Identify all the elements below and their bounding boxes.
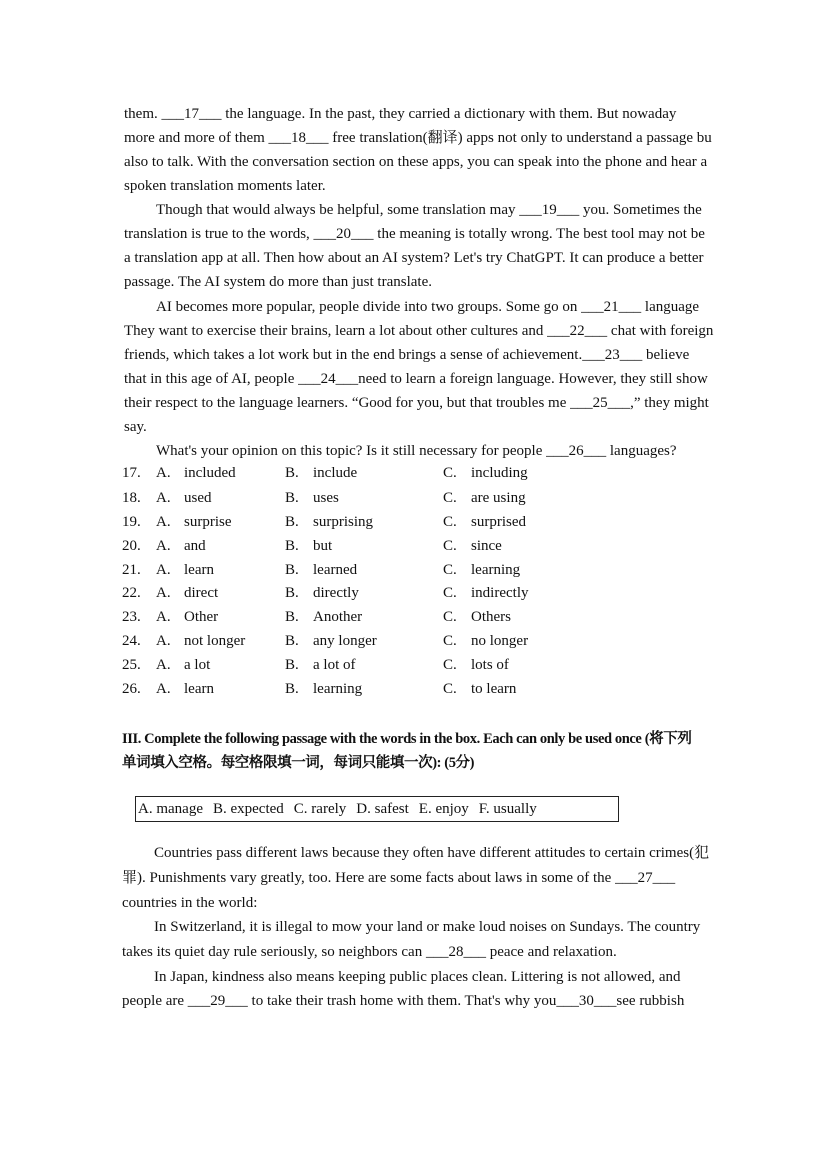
option-letter: A.: [156, 465, 171, 481]
option-b[interactable]: [285, 606, 362, 628]
option-c[interactable]: [443, 535, 502, 557]
section-3-title-line-2: 单词填入空格。每空格限填一词，每词只能填一次): (5分): [122, 755, 475, 771]
option-text: not longer: [184, 633, 246, 649]
word-bank-item: B. expected: [212, 801, 284, 817]
option-text: including: [471, 465, 528, 481]
question-row: [122, 462, 762, 484]
passage-2-line: 罪). Punishments vary greatly, too. Here are some facts about laws in some of the ___27___: [122, 870, 676, 886]
option-letter: B.: [285, 609, 299, 625]
option-c[interactable]: [443, 487, 526, 509]
option-text: learning: [471, 562, 521, 578]
passage-2-line: In Switzerland, it is illegal to mow your land or make loud noises on Sundays. The country: [154, 919, 701, 935]
option-letter: A.: [156, 514, 171, 530]
option-text: but: [313, 538, 333, 554]
option-text: used: [184, 490, 212, 506]
option-letter: C.: [443, 562, 457, 578]
option-letter: A.: [156, 490, 171, 506]
option-text: learn: [184, 681, 214, 697]
option-text: Another: [313, 609, 363, 625]
option-letter: A.: [156, 657, 171, 673]
option-a[interactable]: [156, 582, 218, 604]
option-letter: B.: [285, 633, 299, 649]
question-row: [122, 606, 762, 628]
question-number: 26.: [122, 681, 141, 697]
question-number: 21.: [122, 562, 141, 578]
option-text: lots of: [471, 657, 509, 673]
option-c[interactable]: [443, 559, 520, 581]
option-c[interactable]: [443, 582, 528, 604]
option-c[interactable]: [443, 606, 511, 628]
option-letter: B.: [285, 585, 299, 601]
option-a[interactable]: [156, 630, 245, 652]
question-number: 17.: [122, 465, 141, 481]
passage-1-line: translation is true to the words, ___20___ the meaning is totally wrong. The best tool may not be: [124, 226, 705, 242]
option-text: any longer: [313, 633, 377, 649]
question-row: [122, 630, 762, 652]
option-text: indirectly: [471, 585, 529, 601]
passage-1-line: their respect to the language learners. “Good for you, but that troubles me ___25___,” they might: [124, 395, 709, 411]
option-letter: B.: [285, 657, 299, 673]
option-text: learn: [184, 562, 214, 578]
option-a[interactable]: [156, 511, 232, 533]
word-bank-item: F. usually: [478, 801, 537, 817]
option-letter: C.: [443, 633, 457, 649]
option-letter: C.: [443, 681, 457, 697]
option-letter: C.: [443, 514, 457, 530]
option-a[interactable]: [156, 654, 210, 676]
option-b[interactable]: [285, 487, 339, 509]
section-3-title-line-1: III. Complete the following passage with the words in the box. Each can only be used once (将下列: [122, 731, 692, 747]
word-bank-item: D. safest: [356, 801, 409, 817]
word-bank-item: A. manage: [138, 801, 203, 817]
option-letter: A.: [156, 538, 171, 554]
passage-1-line: that in this age of AI, people ___24___need to learn a foreign language. However, they still show: [124, 371, 708, 387]
word-bank-box: [135, 796, 619, 822]
option-text: no longer: [471, 633, 529, 649]
passage-2-line: In Japan, kindness also means keeping public places clean. Littering is not allowed, and: [154, 969, 681, 985]
option-letter: A.: [156, 562, 171, 578]
option-text: a lot: [184, 657, 211, 673]
question-row: [122, 582, 762, 604]
question-number: 25.: [122, 657, 141, 673]
option-letter: C.: [443, 538, 457, 554]
option-text: Others: [471, 609, 511, 625]
option-letter: B.: [285, 465, 299, 481]
question-number: 18.: [122, 490, 141, 506]
option-b[interactable]: [285, 630, 377, 652]
option-text: learning: [313, 681, 363, 697]
option-text: include: [313, 465, 358, 481]
option-text: a lot of: [313, 657, 356, 673]
option-text: and: [184, 538, 206, 554]
question-row: [122, 559, 762, 581]
passage-1-line: They want to exercise their brains, learn a lot about other cultures and ___22___ chat with foreign: [124, 323, 714, 339]
question-row: [122, 535, 762, 557]
question-row: [122, 487, 762, 509]
question-number: 19.: [122, 514, 141, 530]
passage-2-line: Countries pass different laws because they often have different attitudes to certain crimes(犯: [154, 845, 710, 861]
option-text: surprising: [313, 514, 373, 530]
passage-1-line: spoken translation moments later.: [124, 178, 326, 194]
option-letter: B.: [285, 514, 299, 530]
option-text: since: [471, 538, 502, 554]
section-3-heading: [122, 727, 762, 775]
option-b[interactable]: [285, 511, 373, 533]
passage-2-line: countries in the world:: [122, 895, 258, 911]
word-bank-item: E. enjoy: [418, 801, 469, 817]
option-text: included: [184, 465, 236, 481]
option-a[interactable]: [156, 678, 214, 700]
option-letter: A.: [156, 681, 171, 697]
option-c[interactable]: [443, 678, 516, 700]
option-text: uses: [313, 490, 339, 506]
option-b[interactable]: [285, 678, 362, 700]
option-letter: C.: [443, 585, 457, 601]
passage-1-line: more and more of them ___18___ free translation(翻译) apps not only to understand a passage bu: [124, 130, 712, 146]
option-c[interactable]: [443, 654, 509, 676]
option-a[interactable]: [156, 462, 236, 484]
option-letter: C.: [443, 465, 457, 481]
option-letter: C.: [443, 657, 457, 673]
passage-1-line: What's your opinion on this topic? Is it still necessary for people ___26___ languages?: [156, 443, 677, 459]
question-row: [122, 511, 762, 533]
passage-2-line: people are ___29___ to take their trash home with them. That's why you___30___see rubbish: [122, 993, 685, 1009]
option-text: Other: [184, 609, 219, 625]
option-a[interactable]: [156, 606, 218, 628]
option-text: surprised: [471, 514, 526, 530]
passage-2-line: takes its quiet day rule seriously, so neighbors can ___28___ peace and relaxation.: [122, 944, 617, 960]
passage-1-line: also to talk. With the conversation section on these apps, you can speak into the phone and hear a: [124, 154, 708, 170]
question-row: [122, 654, 762, 676]
question-number: 22.: [122, 585, 141, 601]
question-row: [122, 678, 762, 700]
option-a[interactable]: [156, 535, 206, 557]
question-number: 24.: [122, 633, 141, 649]
option-letter: B.: [285, 681, 299, 697]
passage-1-line: say.: [124, 419, 147, 435]
option-letter: A.: [156, 585, 171, 601]
passage-1-line: Though that would always be helpful, some translation may ___19___ you. Sometimes the: [156, 202, 702, 218]
option-c[interactable]: [443, 630, 528, 652]
option-letter: C.: [443, 490, 457, 506]
passage-1-line: a translation app at all. Then how about an AI system? Let's try ChatGPT. It can produce a better: [124, 250, 704, 266]
passage-1-line: them. ___17___ the language. In the past, they carried a dictionary with them. But nowaday: [124, 106, 677, 122]
option-b[interactable]: [285, 582, 359, 604]
option-a[interactable]: [156, 559, 214, 581]
option-b[interactable]: [285, 535, 332, 557]
option-letter: B.: [285, 562, 299, 578]
option-letter: C.: [443, 609, 457, 625]
option-text: to learn: [471, 681, 517, 697]
option-text: learned: [313, 562, 358, 578]
option-text: surprise: [184, 514, 232, 530]
option-letter: A.: [156, 633, 171, 649]
option-c[interactable]: [443, 511, 526, 533]
option-a[interactable]: [156, 487, 212, 509]
option-letter: B.: [285, 538, 299, 554]
option-c[interactable]: [443, 462, 528, 484]
option-letter: B.: [285, 490, 299, 506]
option-text: direct: [184, 585, 219, 601]
option-letter: A.: [156, 609, 171, 625]
passage-1-line: AI becomes more popular, people divide into two groups. Some go on ___21___ language: [156, 299, 700, 315]
question-number: 23.: [122, 609, 141, 625]
option-b[interactable]: [285, 462, 357, 484]
option-text: are using: [471, 490, 526, 506]
option-b[interactable]: [285, 654, 356, 676]
option-b[interactable]: [285, 559, 357, 581]
word-bank-item: C. rarely: [293, 801, 347, 817]
option-text: directly: [313, 585, 359, 601]
passage-1-line: passage. The AI system do more than just translate.: [124, 274, 432, 290]
passage-1-line: friends, which takes a lot work but in the end brings a sense of achievement.___23___ believe: [124, 347, 690, 363]
question-number: 20.: [122, 538, 141, 554]
